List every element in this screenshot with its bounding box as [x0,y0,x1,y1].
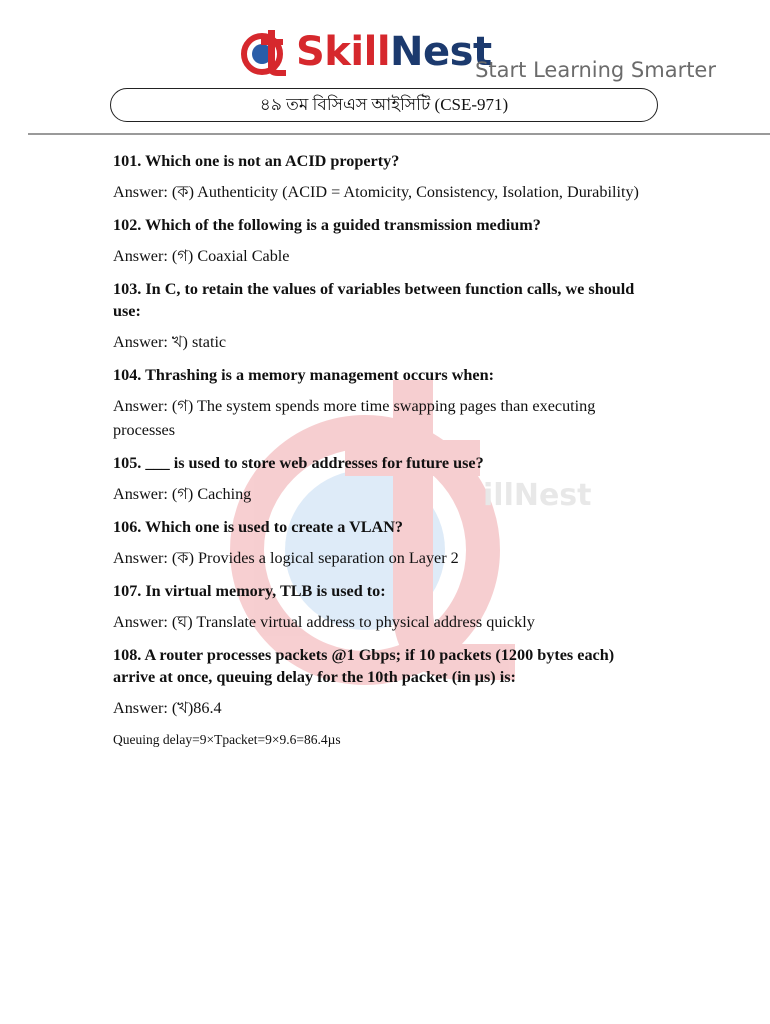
question-item [113,516,658,570]
answer-text: Answer: (খ)86.4 [113,699,222,717]
brand-logo [240,26,492,78]
question-text: 103. In C, to retain the values of variables between function calls, we should use: [113,280,635,320]
answer-text: Answer: (ঘ) Translate virtual address to physical address quickly [113,613,535,631]
question-text: 108. A router processes packets @1 Gbps; if 10 packets (1200 bytes each) arrive at once, queuing delay for the 10th packet (in µs) is: [113,646,615,686]
question-item [113,580,658,634]
question-item [113,150,658,204]
brand-name [296,26,492,78]
question-item [113,452,658,506]
question-list [113,150,658,750]
question-text: 101. Which one is not an ACID property? [113,152,400,170]
question-text: 102. Which of the following is a guided transmission medium? [113,216,541,234]
question-text: 105. ___ is used to store web addresses for future use? [113,454,484,472]
question-item [113,214,658,268]
question-item [113,644,658,750]
skillnest-logo-icon [240,26,292,78]
answer-text: Answer: (গ) Caching [113,485,252,503]
answer-text: Answer: খ) static [113,333,227,351]
answer-text: Answer: (ক) Provides a logical separation on Layer 2 [113,549,459,567]
header-divider [28,133,770,135]
question-item [113,364,658,442]
question-item [113,278,658,354]
tagline: Start Learning Smarter [475,58,716,82]
question-text: 106. Which one is used to create a VLAN? [113,518,404,536]
question-text: 104. Thrashing is a memory management occurs when: [113,366,494,384]
watermark-text: illNest [483,478,592,513]
answer-text: Answer: (ক) Authenticity (ACID = Atomicity, Consistency, Isolation, Durability) [113,183,639,201]
brand-name-skill: Skill [296,29,391,75]
page-header [0,0,768,135]
brand-name-nest: Nest [390,29,492,75]
question-text: 107. In virtual memory, TLB is used to: [113,582,386,600]
exam-title: ৪৯ তম বিসিএস আইসিটি (CSE-971) [110,88,658,122]
answer-text: Answer: (গ) Coaxial Cable [113,247,290,265]
answer-text: Answer: (গ) The system spends more time swapping pages than executing processes [113,397,596,439]
answer-explanation: Queuing delay=9×Tpacket=9×9.6=86.4µs [113,732,341,747]
